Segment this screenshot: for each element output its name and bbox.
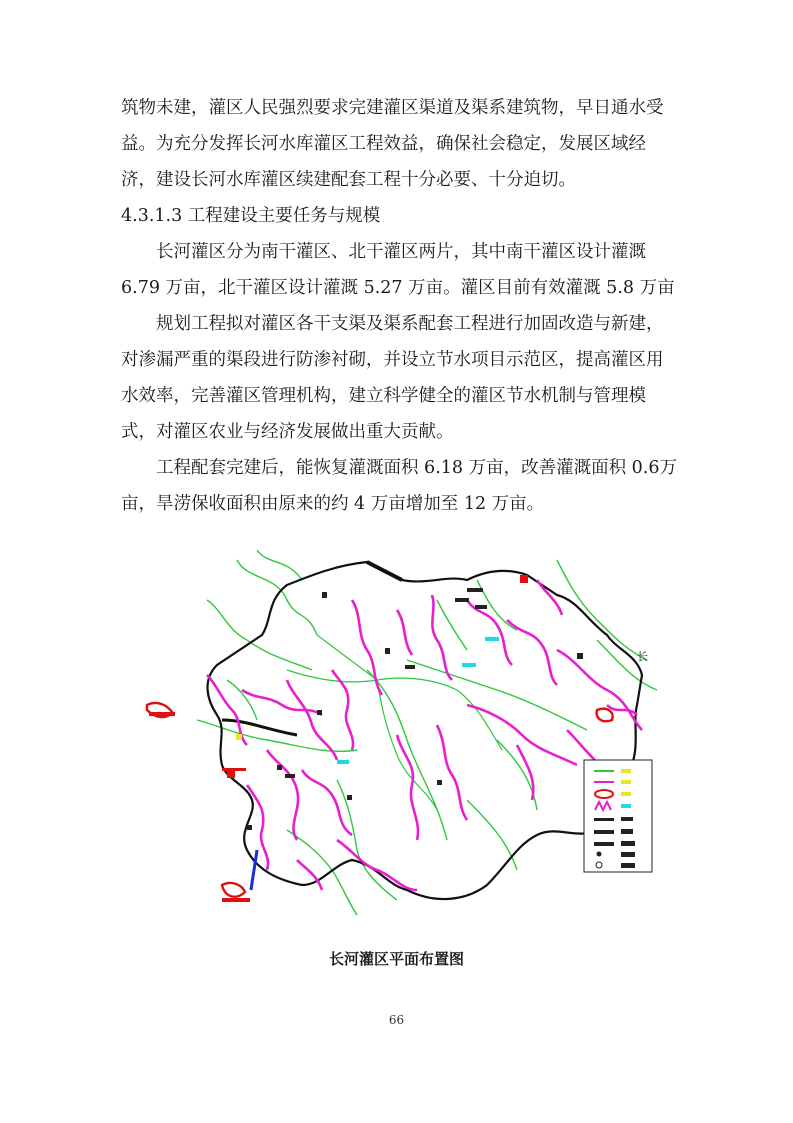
reservoir-shape (222, 883, 245, 897)
section-heading: 4.3.1.3 工程建设主要任务与规模 (121, 206, 381, 226)
river-line (337, 780, 397, 900)
canal-line (467, 600, 512, 665)
paragraph-1: 筑物未建，灌区人民强烈要求完建灌区渠道及渠系建筑物，早日通水受益。为充分发挥长河水库灌区工程效益，确保社会稳定，发展区域经济，建设长河水库灌区续建配套工程十分必要、十分迫切。 (121, 98, 664, 190)
legend-swatch (594, 818, 614, 821)
legend-swatch (594, 830, 614, 834)
canal-line (437, 725, 467, 820)
canal-line (397, 735, 418, 840)
paragraph-4: 工程配套完建后，能恢复灌溉面积 6.18 万亩，改善灌溉面积 0.6万亩，旱涝保收面积由原来的约 4 万亩增加至 12 万亩。 (121, 458, 677, 514)
cyan-marker (485, 637, 499, 641)
river-line (227, 680, 257, 720)
legend-swatch (621, 829, 633, 834)
canals (207, 580, 642, 890)
legend-swatch (621, 841, 635, 846)
canal-line (397, 610, 412, 655)
legend-swatch (621, 817, 633, 821)
label-dot (317, 710, 322, 715)
label-dot (475, 605, 487, 609)
canal-line (302, 770, 352, 835)
legend-swatch (621, 804, 631, 808)
label-dot (455, 598, 469, 602)
map-label-red (149, 712, 175, 716)
paragraph-2: 长河灌区分为南干灌区、北干灌区两片，其中南干灌区设计灌溉6.79 万亩，北干灌区设计灌溉 5.27 万亩。灌区目前有效灌溉 5.8 万亩 (121, 242, 675, 298)
label-dot (247, 825, 252, 830)
canal-line (432, 595, 452, 680)
yellow-marker (236, 734, 242, 740)
figure-caption: 长河灌区平面布置图 (328, 950, 464, 968)
river-line (287, 670, 457, 690)
map-place-label: 长 (637, 650, 648, 663)
legend-swatch (621, 863, 635, 868)
canal-line (537, 580, 562, 615)
boundary-thick (367, 562, 402, 580)
irrigation-map-figure (137, 540, 677, 920)
legend-swatch (597, 852, 602, 857)
label-dot (437, 780, 442, 785)
cyan-marker (337, 760, 349, 764)
river-line (317, 635, 377, 680)
legend-swatch (621, 852, 635, 857)
canal-line (507, 620, 557, 685)
body-text (121, 90, 679, 522)
legend-swatch (594, 842, 614, 846)
cyan-marker (462, 663, 476, 667)
label-dot (277, 765, 282, 770)
map-label-red (222, 898, 250, 902)
river-line (287, 830, 357, 915)
legend-swatch (621, 792, 631, 796)
label-dot (285, 774, 295, 778)
river-line (407, 660, 587, 730)
legend-frame (584, 760, 652, 872)
label-dot (577, 653, 583, 659)
label-dot (405, 665, 415, 669)
legend-swatch (621, 780, 631, 784)
label-dot (467, 588, 483, 592)
reservoir-mark (520, 575, 528, 583)
legend-swatch (621, 769, 631, 773)
boundary-thick (222, 720, 297, 735)
river-line (207, 600, 312, 670)
label-dot (347, 795, 352, 800)
canal-line (267, 750, 298, 840)
river-line (437, 600, 467, 650)
river-line (257, 550, 302, 580)
river-line (377, 680, 437, 810)
reservoir-shape (597, 709, 613, 722)
legend-box (584, 760, 652, 872)
label-dot (322, 592, 327, 598)
label-dot (385, 648, 390, 654)
paragraph-3: 规划工程拟对灌区各干支渠及渠系配套工程进行加固改造与新建，对渗漏严重的渠段进行防渗衬砌，并设立节水项目示范区，提高灌区用水效率，完善灌区管理机构，建立科学健全的灌区节水机制与管理模式，对灌区农业与经济发展做出重大贡献。 (121, 314, 664, 442)
reservoirs (147, 703, 613, 897)
irrigation-map (137, 540, 677, 920)
blue-canal (251, 850, 257, 890)
map-label-red (222, 768, 246, 771)
page-number: 66 (388, 1013, 405, 1027)
canal-line (517, 745, 533, 800)
river-line (457, 690, 502, 750)
